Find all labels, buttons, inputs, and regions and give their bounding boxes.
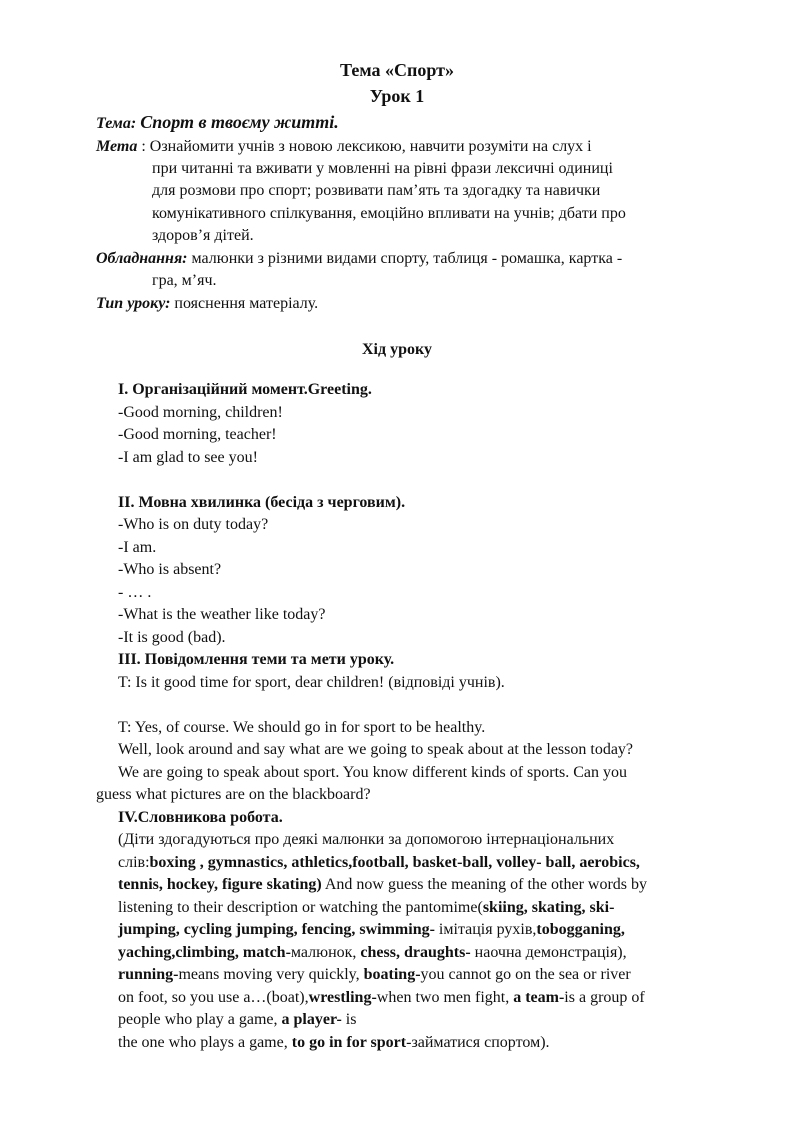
vocab-text: is a group of xyxy=(564,989,645,1006)
vocab-text: наочна демонстрація), xyxy=(470,944,627,961)
vocab-text: слів: xyxy=(118,854,150,871)
vocab-line: (Діти здогадуються про деякі малюнки за допомогою інтернаціональних xyxy=(118,831,615,848)
lesson-number: Урок 1 xyxy=(369,86,425,106)
lesson-type-label: Тип уроку: xyxy=(96,295,171,312)
equipment-label: Обладнання: xyxy=(96,250,188,267)
vocab-line xyxy=(118,988,645,1008)
topic-label: Тема: xyxy=(96,115,137,132)
vocab-line xyxy=(118,943,627,963)
vocab-text: the one who plays a game, xyxy=(118,1034,292,1051)
vocab-text: you cannot go on the sea or river xyxy=(420,966,631,983)
lesson-type-value: пояснення матеріалу. xyxy=(170,295,319,312)
section-title: I. Організаційний момент.Greeting. xyxy=(118,381,372,398)
vocab-words: boxing , gymnastics, athletics,football, basket-ball, volley- ball, aerobics, xyxy=(149,854,640,871)
dialog-line: - … . xyxy=(118,584,152,601)
vocab-words: skiing, skating, ski- xyxy=(482,899,615,916)
dialog-line: -Who is on duty today? xyxy=(118,516,269,533)
vocab-text: малюнок, xyxy=(290,944,361,961)
vocab-words: tennis, hockey, figure skating) xyxy=(118,876,322,893)
goal-label: Мета xyxy=(96,138,138,155)
vocab-words: boating- xyxy=(363,966,421,983)
vocab-words: running- xyxy=(118,966,179,983)
lesson-type-row xyxy=(96,294,318,314)
section-title: III. Повідомлення теми та мети уроку. xyxy=(118,651,395,668)
goal-row xyxy=(96,137,592,157)
vocab-text: on foot, so you use a…(boat), xyxy=(118,989,309,1006)
equipment-line: гра, м’яч. xyxy=(152,272,217,289)
vocab-words: tobogganing, xyxy=(536,921,625,938)
vocab-words: a team- xyxy=(513,989,565,1006)
vocab-text: імітація рухів, xyxy=(434,921,537,938)
vocab-line xyxy=(118,898,614,918)
text-line: Well, look around and say what are we going to speak about at the lesson today? xyxy=(118,741,634,758)
section-title: II. Мовна хвилинка (бесіда з черговим). xyxy=(118,494,406,511)
vocab-line xyxy=(118,875,647,895)
vocab-line xyxy=(118,920,625,940)
equipment-row xyxy=(96,249,622,269)
section-title: IV.Словникова робота. xyxy=(118,809,283,826)
goal-line: при читанні та вживати у мовленні на рівні фрази лексичні одиниці xyxy=(152,160,613,177)
vocab-text: listening to their description or watching the pantomime( xyxy=(118,899,483,916)
dialog-line: -Who is absent? xyxy=(118,561,222,578)
text-line: T: Is it good time for sport, dear children! (відповіді учнів). xyxy=(118,674,505,691)
topic-row xyxy=(96,112,339,134)
vocab-words: a player- xyxy=(281,1011,342,1028)
text-line: We are going to speak about sport. You know different kinds of sports. Can you xyxy=(118,764,628,781)
vocab-text: when two men fight, xyxy=(376,989,514,1006)
vocab-line xyxy=(118,853,640,873)
vocab-line xyxy=(118,1010,356,1030)
dialog-line: -What is the weather like today? xyxy=(118,606,326,623)
vocab-line xyxy=(118,1033,550,1053)
vocab-text: people who play a game, xyxy=(118,1011,282,1028)
dialog-line: -Good morning, teacher! xyxy=(118,426,277,443)
dialog-line: -I am. xyxy=(118,539,157,556)
topic-value: Спорт в твоєму житті. xyxy=(140,112,339,132)
vocab-words: jumping, cycling jumping, fencing, swimming- xyxy=(118,921,435,938)
vocab-text: And now guess the meaning of the other words by xyxy=(321,876,648,893)
vocab-words: to go in for sport xyxy=(291,1034,407,1051)
goal-line: для розмови про спорт; розвивати пам’ять та здогадку та навички xyxy=(152,182,601,199)
document-title: Тема «Спорт» xyxy=(340,60,454,80)
course-title: Хід уроку xyxy=(362,341,432,358)
vocab-words: yaching,climbing, match- xyxy=(118,944,291,961)
vocab-text: means moving very quickly, xyxy=(178,966,364,983)
vocab-words: chess, draughts- xyxy=(360,944,471,961)
goal-line: комунікативного спілкування, емоційно впливати на учнів; дбати про xyxy=(152,205,626,222)
vocab-words: wrestling- xyxy=(308,989,377,1006)
goal-line: здоров’я дітей. xyxy=(152,227,254,244)
text-line: T: Yes, of course. We should go in for sport to be healthy. xyxy=(118,719,486,736)
vocab-text: -займатися спортом). xyxy=(406,1034,550,1051)
dialog-line: -Good morning, children! xyxy=(118,404,283,421)
vocab-line xyxy=(118,965,631,985)
text-line: guess what pictures are on the blackboard? xyxy=(96,786,371,803)
goal-line: : Ознайомити учнів з новою лексикою, навчити розуміти на слух і xyxy=(137,138,592,155)
vocab-text: is xyxy=(341,1011,357,1028)
dialog-line: -It is good (bad). xyxy=(118,629,226,646)
dialog-line: -I am glad to see you! xyxy=(118,449,258,466)
equipment-line: малюнки з різними видами спорту, таблиця - ромашка, картка - xyxy=(187,250,623,267)
